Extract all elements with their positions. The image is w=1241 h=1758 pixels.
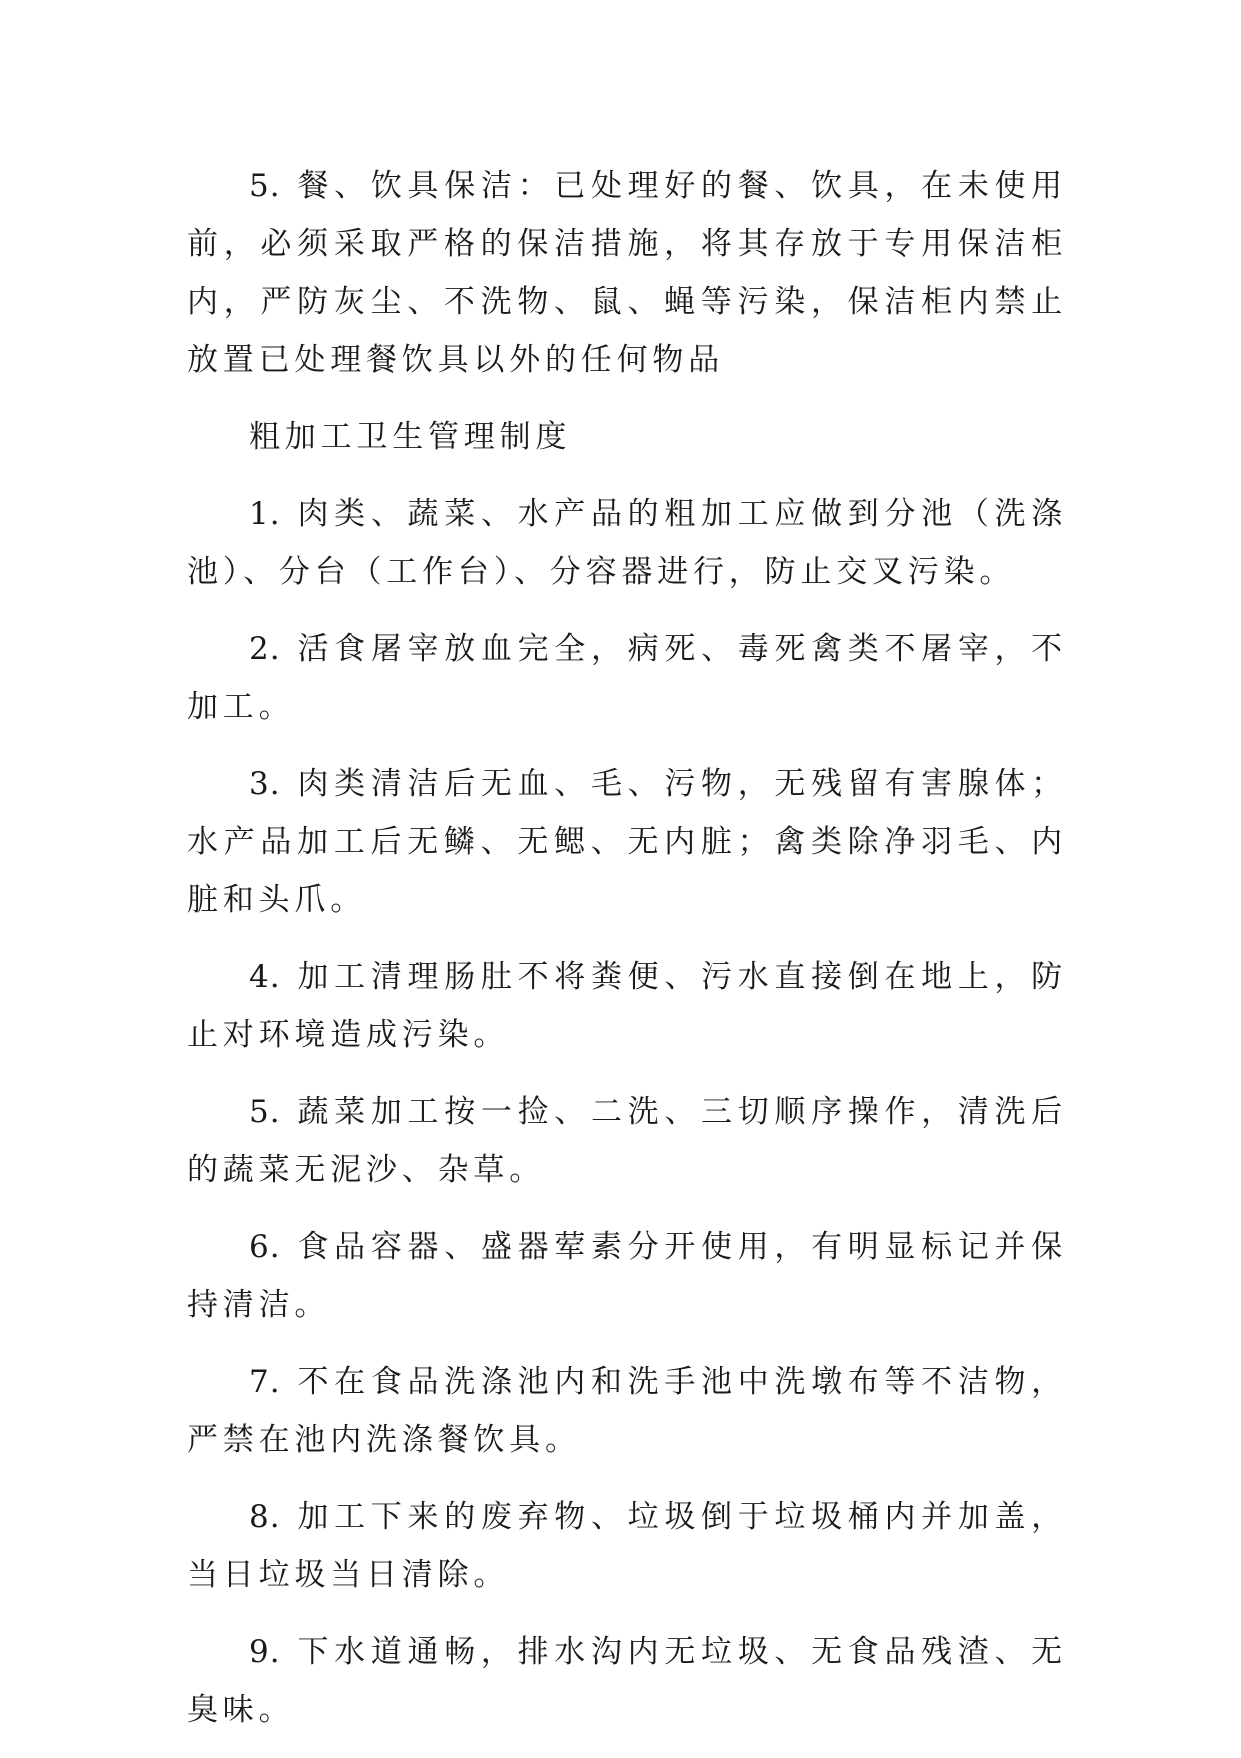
list-item: [187, 485, 1067, 601]
item-number: 6.: [249, 1229, 281, 1265]
list-item: [187, 1488, 1067, 1604]
list-item: [187, 620, 1067, 736]
item-number: 8.: [249, 1499, 281, 1535]
item-number: 4.: [249, 959, 281, 995]
item-text: 加工清理肠肚不将粪便、污水直接倒在地上，防止对环境造成污染。: [187, 959, 1067, 1053]
list-item: [187, 1623, 1067, 1739]
item-number: 3.: [249, 766, 281, 802]
item-text: 食品容器、盛器荤素分开使用，有明显标记并保持清洁。: [187, 1229, 1067, 1323]
item-number: 5.: [249, 1094, 281, 1130]
paragraph-number: 5.: [249, 168, 281, 204]
item-text: 肉类清洁后无血、毛、污物，无残留有害腺体；水产品加工后无鳞、无鳃、无内脏；禽类除净羽毛、内脏和头爪。: [187, 766, 1067, 918]
paragraph-tableware-cleaning: [187, 157, 1067, 389]
item-number: 2.: [249, 631, 281, 667]
item-text: 加工下来的废弃物、垃圾倒于垃圾桶内并加盖，当日垃圾当日清除。: [187, 1499, 1067, 1593]
item-text: 肉类、蔬菜、水产品的粗加工应做到分池（洗涤池）、分台（工作台）、分容器进行，防止交叉污染。: [187, 496, 1067, 590]
list-item: [187, 948, 1067, 1064]
section-title: 粗加工卫生管理制度: [249, 419, 572, 455]
item-text: 下水道通畅，排水沟内无垃圾、无食品残渣、无臭味。: [187, 1634, 1067, 1728]
list-item: [187, 1218, 1067, 1334]
item-number: 7.: [249, 1364, 281, 1400]
item-text: 活食屠宰放血完全，病死、毒死禽类不屠宰，不加工。: [187, 631, 1067, 725]
list-item: [187, 755, 1067, 929]
list-item: [187, 1083, 1067, 1199]
item-text: 不在食品洗涤池内和洗手池中洗墩布等不洁物，严禁在池内洗涤餐饮具。: [187, 1364, 1067, 1458]
list-item: [187, 1353, 1067, 1469]
paragraph-text: 餐、饮具保洁：已处理好的餐、饮具，在未使用前，必须采取严格的保洁措施，将其存放于专用保洁柜内，严防灰尘、不洗物、鼠、蝇等污染，保洁柜内禁止放置已处理餐饮具以外的任何物品: [187, 168, 1067, 378]
item-text: 蔬菜加工按一捡、二洗、三切顺序操作，清洗后的蔬菜无泥沙、杂草。: [187, 1094, 1067, 1188]
item-number: 9.: [249, 1634, 281, 1670]
document-body: [187, 157, 1067, 1758]
item-number: 1.: [249, 496, 281, 532]
